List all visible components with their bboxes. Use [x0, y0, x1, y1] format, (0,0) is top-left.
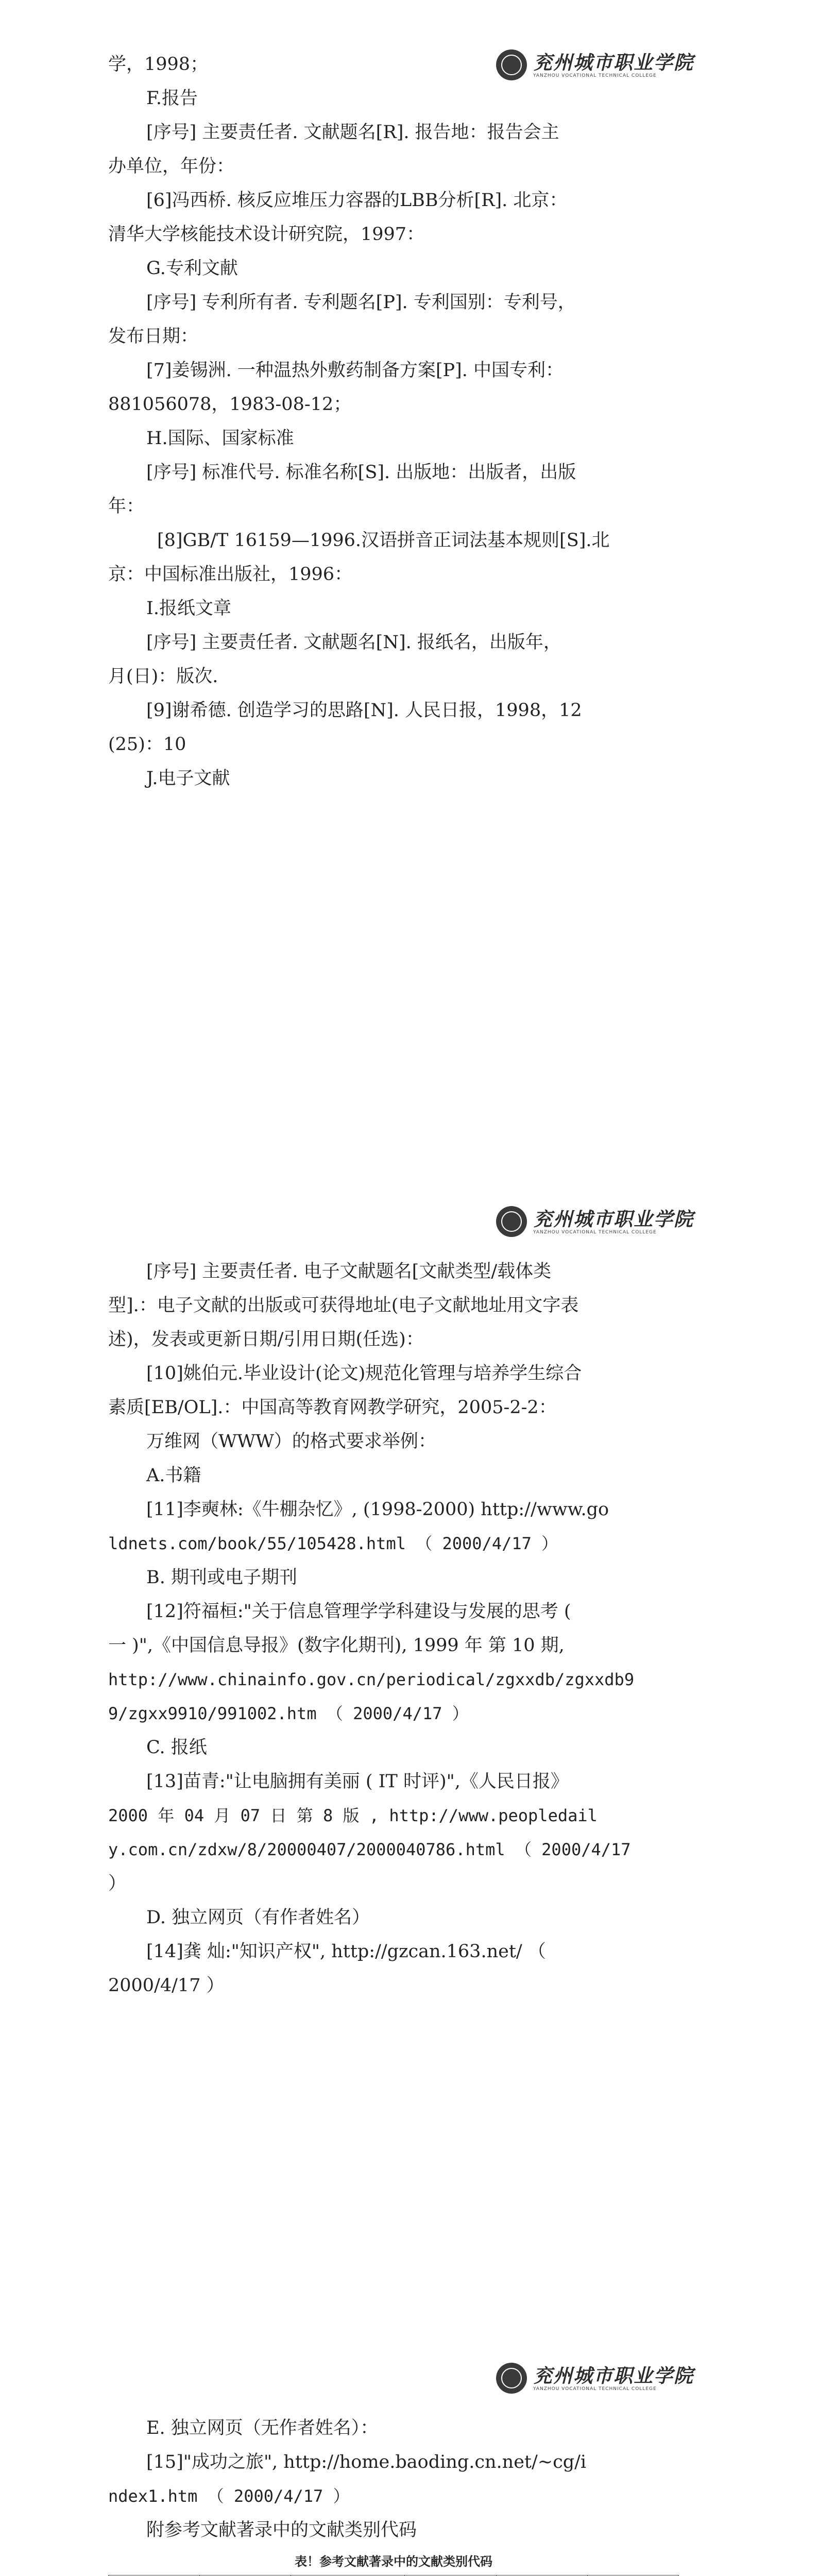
school-name-en: YANZHOU VOCATIONAL TECHNICAL COLLEGE [533, 73, 657, 78]
school-seal-icon [496, 1206, 527, 1237]
reference-entry: [14]龚 灿:"知识产权", http://gzcan.163.net/ （ [146, 1941, 546, 1962]
url-line: 9/zgxx9910/991002.htm （ 2000/4/17 ） [108, 1704, 469, 1723]
url-line: y.com.cn/zdxw/8/20000407/2000040786.html （ 2000/4/17 [108, 1840, 631, 1859]
text-line: 年： [108, 496, 145, 517]
school-name-en: YANZHOU VOCATIONAL TECHNICAL COLLEGE [533, 1230, 657, 1235]
section-label: H.国际、国家标准 [146, 428, 294, 449]
school-seal-icon [496, 2363, 527, 2394]
section-label: F.报告 [146, 88, 198, 109]
school-name: 兖州城市职业学院 [533, 1208, 694, 1230]
reference-entry: [13]苗青:"让电脑拥有美丽 ( IT 时评)",《人民日报》 [146, 1771, 569, 1792]
url-line: ndex1.htm （ 2000/4/17 ） [108, 2486, 350, 2506]
text-line: [序号] 主要责任者. 电子文献题名[文献类型/载体类 [146, 1261, 552, 1282]
table-caption: 表！参考文献著录中的文献类别代码 [295, 2554, 492, 2569]
text-line: 清华大学核能技术设计研究院，1997： [108, 224, 425, 245]
text-line: 月(日)：版次. [108, 666, 218, 687]
section-label: D. 独立网页（有作者姓名） [146, 1907, 370, 1928]
reference-entry: [8]GB/T 16159—1996.汉语拼音正词法基本规则[S].北 [157, 530, 610, 551]
school-name: 兖州城市职业学院 [533, 51, 694, 74]
reference-entry: [15]"成功之旅", http://home.baoding.cn.net/~cg/i [146, 2452, 587, 2472]
text-line: 万维网（WWW）的格式要求举例： [146, 1431, 436, 1452]
section-label: I.报纸文章 [146, 598, 231, 619]
text-line: 2000 年 04 月 07 日 第 8 版 , http://www.peopledail [108, 1806, 598, 1825]
section-label: J.电子文献 [146, 768, 230, 789]
text-line: 学，1998； [108, 54, 209, 75]
section-label: E. 独立网页（无作者姓名）： [146, 2418, 379, 2438]
reference-entry: [9]谢希德. 创造学习的思路[N]. 人民日报，1998，12 [146, 700, 582, 721]
reference-entry: [10]姚伯元.毕业设计(论文)规范化管理与培养学生综合 [146, 1363, 582, 1384]
reference-entry: [6]冯西桥. 核反应堆压力容器的LBB分析[R]. 北京： [146, 190, 568, 211]
url-line: http://www.chinainfo.gov.cn/periodical/zgxxdb/zgxxdb9 [108, 1670, 635, 1689]
text-line: [序号] 主要责任者. 文献题名[R]. 报告地：报告会主 [146, 122, 559, 143]
text-line: 发布日期： [108, 326, 199, 347]
document-page-2 [0, 1157, 818, 2313]
text-line: 一 )",《中国信息导报》(数字化期刊), 1999 年 第 10 期, [108, 1635, 565, 1656]
text-line: 述)，发表或更新日期/引用日期(任选)： [108, 1329, 424, 1350]
url-line: ldnets.com/book/55/105428.html （ 2000/4/17 ） [108, 1534, 558, 1553]
text-line: 附参考文献著录中的文献类别代码 [146, 2520, 417, 2540]
reference-entry: [7]姜锡洲. 一种温热外敷药制备方案[P]. 中国专利： [146, 360, 564, 381]
reference-entry: [12]符福桓:"关于信息管理学学科建设与发展的思考 ( [146, 1601, 571, 1622]
text-line: 881056078，1983-08-12； [108, 394, 352, 415]
text-line: (25)：10 [108, 734, 186, 755]
text-line: [序号] 专利所有者. 专利题名[P]. 专利国别：专利号， [146, 292, 576, 313]
text-line: 素质[EB/OL].：中国高等教育网教学研究，2005-2-2： [108, 1397, 557, 1418]
reference-entry: [11]李奭林:《牛棚杂忆》, (1998-2000) http://www.go [146, 1499, 609, 1520]
school-logo [496, 2361, 694, 2396]
school-name-en: YANZHOU VOCATIONAL TECHNICAL COLLEGE [533, 2386, 657, 2392]
text-line: [序号] 主要责任者. 文献题名[N]. 报纸名，出版年， [146, 632, 561, 653]
text-line: [序号] 标准代号. 标准名称[S]. 出版地：出版者，出版 [146, 462, 576, 483]
section-label: A.书籍 [146, 1465, 201, 1486]
page-3-body [108, 2411, 679, 2576]
section-label: C. 报纸 [146, 1737, 207, 1758]
text-line: 京：中国标准出版社，1996： [108, 564, 353, 585]
section-label: B. 期刊或电子期刊 [146, 1567, 297, 1588]
school-logo [496, 1204, 694, 1239]
school-name: 兖州城市职业学院 [533, 2364, 694, 2387]
text-line: 办单位，年份： [108, 156, 235, 177]
page-2-body [108, 1255, 679, 2003]
page-1-body [108, 47, 679, 795]
text-line: 型].：电子文献的出版或可获得地址(电子文献地址用文字表 [108, 1295, 579, 1316]
text-line: ） [108, 1873, 127, 1894]
document-page-3 [0, 2313, 818, 2576]
document-page-1 [0, 0, 818, 1157]
section-label: G.专利文献 [146, 258, 238, 279]
text-line: 2000/4/17 ） [108, 1975, 225, 1996]
